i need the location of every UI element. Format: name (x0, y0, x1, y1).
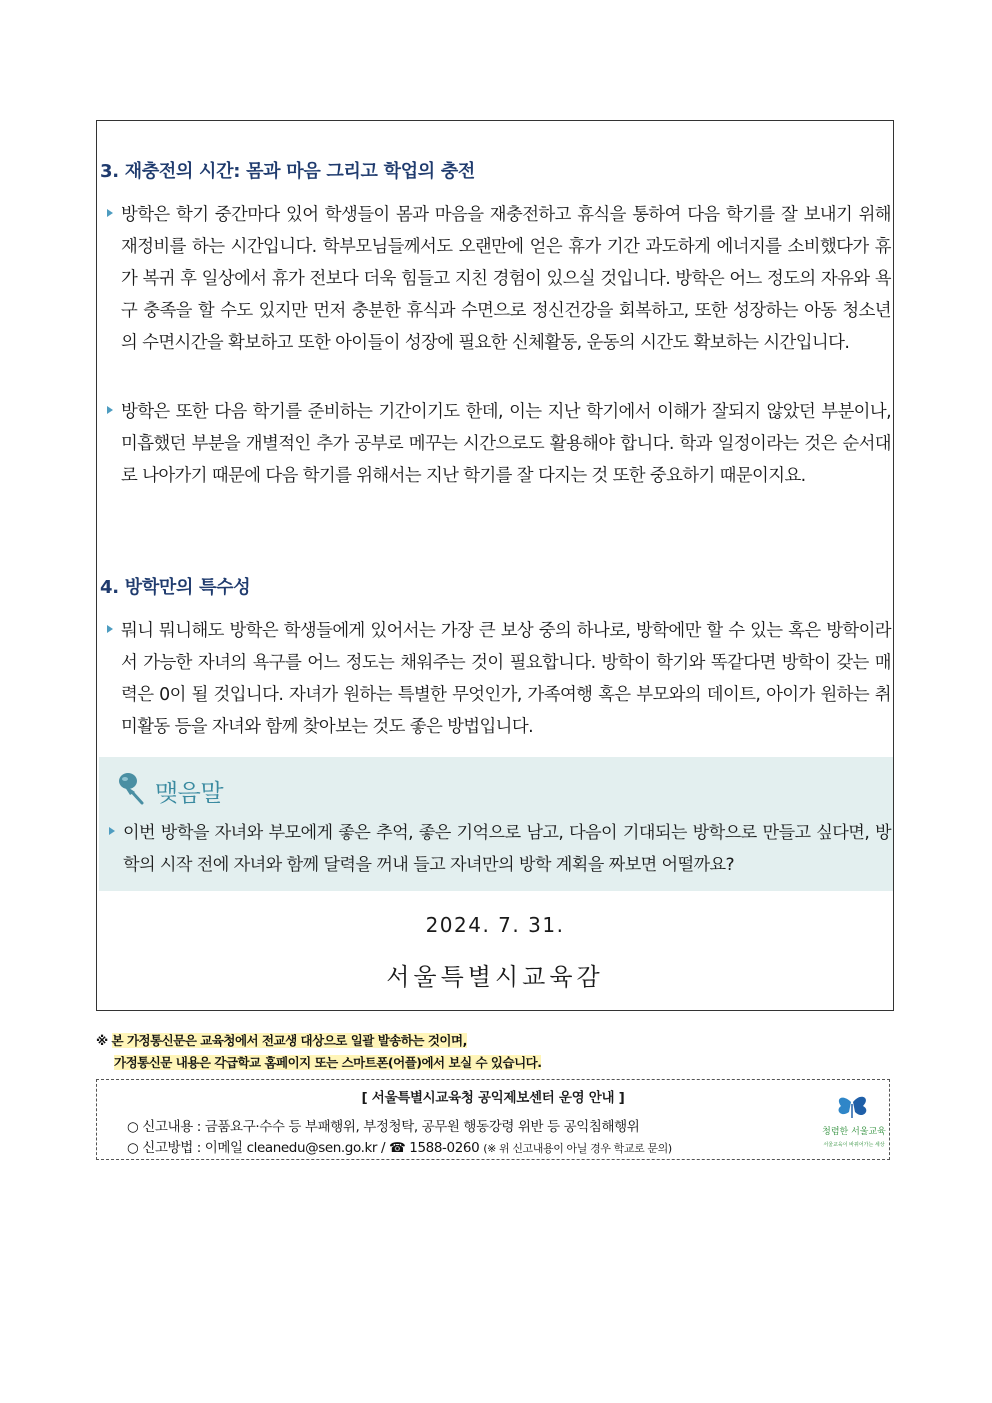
section-3-title: 3. 재충전의 시간: 몸과 마음 그리고 학업의 충전 (100, 161, 476, 182)
closing-title: 맺음말 (155, 779, 224, 807)
section-3-paragraph-2: 방학은 또한 다음 학기를 준비하는 기간이기도 한데, 이는 지난 학기에서 이해가 잘되지 않았던 부분이나, 미흡했던 부분을 개별적인 추가 공부로 메꾸는 시간으로도 활용해야 합니다. 학과 일정이라는 것은 순서대로 나아가기 때문에 다음 학기를 위해서는 지난 학기를 잘 다지는 것 또한 중요하기 때문이지요. (101, 396, 893, 492)
signer-name: 서울특별시교육감 (386, 963, 604, 991)
notice-line-1 (96, 1030, 541, 1052)
newsletter-body (96, 120, 894, 1011)
report-method-text: ○ 신고방법 : 이메일 cleanedu@sen.go.kr / ☎ 1588-0260 (127, 1140, 480, 1156)
logo-text: 청렴한 서울교육 (822, 1127, 886, 1137)
section-4-title: 4. 방학만의 특수성 (100, 577, 251, 598)
notice-line-2 (96, 1052, 541, 1074)
triangle-bullet-icon (107, 406, 113, 414)
triangle-bullet-icon (109, 827, 115, 835)
issue-date: 2024. 7. 31. (425, 913, 565, 937)
report-note: (※ 위 신고내용이 아닐 경우 학교로 문의) (483, 1142, 672, 1155)
closing-section (99, 757, 893, 891)
reference-mark: ※ (96, 1033, 108, 1048)
section-3-paragraph-1: 방학은 학기 중간마다 있어 학생들이 몸과 마음을 재충전하고 휴식을 통하여 다음 학기를 잘 보내기 위해 재정비를 하는 시간입니다. 학부모님들께서도 오랜만에 얻은 휴가 기간 과도하게 에너지를 소비했다가 휴가 복귀 후 일상에서 휴가 전보다 더욱 힘들고 지친 경험이 있으실 것입니다. 방학은 어느 정도의 자유와 욕구 충족을 할 수도 있지만 먼저 충분한 휴식과 수면으로 정신건강을 회복하고, 또한 성장하는 아동 청소년의 수면시간을 확보하고 또한 아이들이 성장에 필요한 신체활동, 운동의 시간도 확보하는 시간입니다. (101, 199, 893, 359)
notice-text-1: 본 가정통신문은 교육청에서 전교생 대상으로 일괄 발송하는 것이며, (111, 1033, 467, 1048)
section-4-paragraph-1: 뭐니 뭐니해도 방학은 학생들에게 있어서는 가장 큰 보상 중의 하나로, 방학에만 할 수 있는 혹은 방학이라서 가능한 자녀의 욕구를 어느 정도는 채워주는 것이 필요합니다. 방학이 학기와 똑같다면 방학이 갖는 매력은 0이 될 것입니다. 자녀가 원하는 특별한 무엇인가, 가족여행 혹은 부모와의 데이트, 아이가 원하는 취미활동 등을 자녀와 함께 찾아보는 것도 좋은 방법입니다. (101, 615, 893, 743)
pushpin-icon (115, 770, 147, 806)
notice-text-2: 가정통신문 내용은 각급학교 홈페이지 또는 스마트폰(어플)에서 보실 수 있습니다. (114, 1055, 542, 1070)
triangle-bullet-icon (107, 625, 113, 633)
closing-paragraph: 이번 방학을 자녀와 부모에게 좋은 추억, 좋은 기억으로 남고, 다음이 기대되는 방학으로 만들고 싶다면, 방학의 시작 전에 자녀와 함께 달력을 꺼내 들고 자녀만의 방학 계획을 짜보면 어떨까요? (103, 817, 893, 881)
distribution-notice (96, 1030, 541, 1074)
report-content-line: ○ 신고내용 : 금품요구·수수 등 부패행위, 부정청탁, 공무원 행동강령 위반 등 공익침해행위 (127, 1119, 640, 1135)
triangle-bullet-icon (107, 209, 113, 217)
report-method-line (127, 1136, 672, 1156)
clean-seoul-education-logo-icon (821, 1088, 887, 1154)
whistleblower-center-info (96, 1079, 890, 1160)
logo-subtext: 서울교육이 바뀌어가는 세상 (823, 1142, 885, 1148)
info-title: [ 서울특별시교육청 공익제보센터 운영 안내 ] (361, 1090, 625, 1106)
